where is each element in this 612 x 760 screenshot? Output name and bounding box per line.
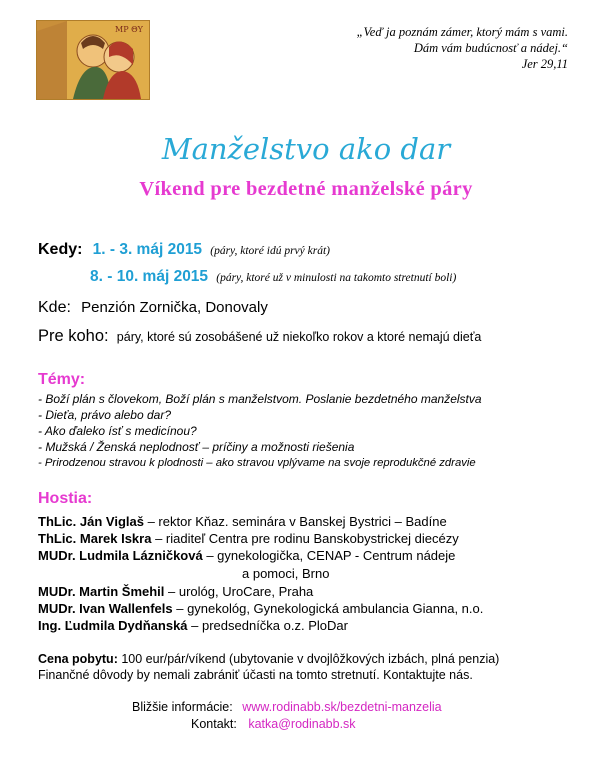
guest-item: Ing. Ľudmila Dydňanská – predsedníčka o.z. PloDar: [38, 618, 348, 633]
guest-item: MUDr. Martin Šmehil – urológ, UroCare, Praha: [38, 584, 314, 599]
guest-item: ThLic. Ján Viglaš – rektor Kňaz. seminára v Banskej Bystrici – Badíne: [38, 514, 447, 529]
quote-reference: Jer 29,11: [521, 57, 568, 71]
when-label: Kedy:: [38, 241, 83, 258]
for-whom-label: Pre koho:: [38, 327, 109, 345]
topics-list: [38, 391, 482, 471]
topic-item: - Boží plán s človekom, Boží plán s manželstvom. Poslanie bezdetného manželstva: [38, 392, 482, 406]
quote-line: Dám vám budúcnosť a nádej.“: [413, 41, 568, 55]
guest-item: MUDr. Ludmila Lázničková – gynekologička, CENAP - Centrum nádeje: [38, 548, 456, 563]
topics-heading: Témy:: [38, 371, 86, 388]
bible-quote: [228, 24, 568, 72]
where-row: [38, 299, 268, 317]
guest-item: MUDr. Ivan Wallenfels – gynekológ, Gynekologická ambulancia Gianna, n.o.: [38, 601, 484, 616]
holy-family-icon: [36, 20, 150, 100]
email-link[interactable]: katka@rodinabb.sk: [248, 717, 356, 731]
date-1-note: (páry, ktoré idú prvý krát): [210, 245, 330, 257]
date-2-note: (páry, ktoré už v minulosti na takomto stretnutí boli): [216, 272, 457, 284]
topic-item: - Prirodzenou stravou k plodnosti – ako stravou vplývame na svoje reprodukčné zdravie: [38, 457, 476, 469]
info-label: Bližšie informácie:: [132, 700, 233, 714]
info-row: [132, 699, 442, 715]
where-value: Penzión Zornička, Donovaly: [81, 299, 268, 316]
topic-item: - Mužská / Ženská neplodnosť – príčiny a možnosti riešenia: [38, 440, 355, 454]
guest-item-continued: a pomoci, Brno: [242, 566, 330, 581]
date-2: 8. - 10. máj 2015: [90, 268, 209, 285]
icon-lettering: ΜΡ ΘΥ: [115, 25, 143, 34]
topic-item: - Ako ďaleko ísť s medicínou?: [38, 424, 197, 438]
page-title: Manželstvo ako dar: [161, 132, 451, 166]
date-1: 1. - 3. máj 2015: [92, 241, 203, 258]
guest-item: ThLic. Marek Iskra – riaditeľ Centra pre rodinu Banskobystrickej diecézy: [38, 531, 459, 546]
contact-row: [191, 716, 356, 732]
page-subtitle: Víkend pre bezdetné manželské páry: [139, 178, 473, 200]
for-whom-row: [38, 327, 481, 346]
quote-line: „Veď ja poznám zámer, ktorý mám s vami.: [356, 25, 568, 39]
topic-item: - Dieťa, právo alebo dar?: [38, 408, 171, 422]
info-link[interactable]: www.rodinabb.sk/bezdetni-manzelia: [242, 700, 442, 714]
when-row-2: [90, 268, 456, 286]
where-label: Kde:: [38, 299, 71, 316]
guests-heading: Hostia:: [38, 490, 93, 507]
contact-label: Kontakt:: [191, 717, 237, 731]
price-value: 100 eur/pár/víkend (ubytovanie v dvojlôžkových izbách, plná penzia): [117, 652, 500, 666]
price-note: Finančné dôvody by nemali zabrániť účasti na tomto stretnutí. Kontaktujte nás.: [38, 668, 473, 682]
when-row-1: [38, 241, 330, 259]
price-label: Cena pobytu:: [38, 652, 118, 666]
price-block: [38, 651, 499, 683]
for-whom-value: páry, ktoré sú zosobášené už niekoľko rokov a ktoré nemajú dieťa: [116, 330, 482, 344]
